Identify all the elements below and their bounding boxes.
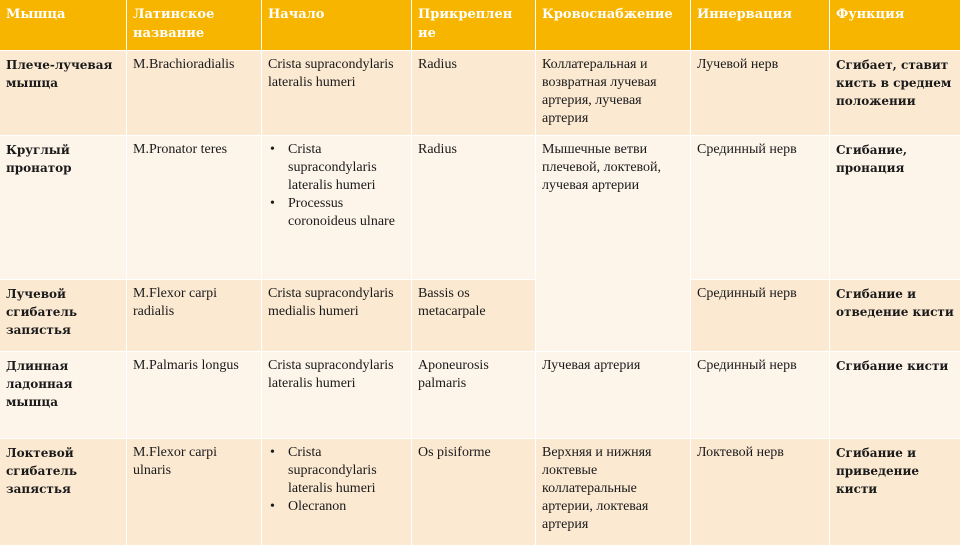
row-1-origin: Crista supracondylaris lateralis humeri <box>262 51 411 135</box>
header-function: Функция <box>830 0 960 50</box>
row-1-function: Сгибает, ставит кисть в среднем положении <box>830 51 960 135</box>
header-innervation: Иннервация <box>691 0 829 50</box>
row-5-innervation: Локтевой нерв <box>691 439 829 545</box>
row-1-blood-supply: Коллатеральная и возвратная лучевая артерия, лучевая артерия <box>536 51 690 135</box>
header-origin: Начало <box>262 0 411 50</box>
row-3-insertion: Bassis os metacarpale <box>412 280 535 351</box>
row-3-origin: Crista supracondylaris medialis humeri <box>262 280 411 351</box>
row-2-innervation: Срединный нерв <box>691 136 829 279</box>
row-3-function: Сгибание и отведение кисти <box>830 280 960 351</box>
list-item: • Olecranon <box>288 498 406 516</box>
row-5-insertion: Os pisiforme <box>412 439 535 545</box>
row-1-muscle: Плече-лучевая мышца <box>0 51 126 135</box>
row-5-origin-list <box>268 444 406 516</box>
row-3-latin: M.Flexor carpi radialis <box>127 280 261 351</box>
row-3-innervation: Срединный нерв <box>691 280 829 351</box>
header-muscle: Мышца <box>0 0 126 50</box>
row-2-muscle: Круглый пронатор <box>0 136 126 279</box>
list-item: • Processus coronoideus ulnare <box>288 195 406 231</box>
row-5-function: Сгибание и приведение кисти <box>830 439 960 545</box>
row-5-origin <box>262 439 411 545</box>
list-item: • Crista supracondylaris lateralis humeri <box>288 444 406 498</box>
row-4-insertion: Aponeurosis palmaris <box>412 352 535 438</box>
row-2-insertion: Radius <box>412 136 535 279</box>
row-1-insertion: Radius <box>412 51 535 135</box>
header-insertion: Прикреплен ие <box>412 0 535 50</box>
row-5-muscle: Локтевой сгибатель запястья <box>0 439 126 545</box>
row-2-blood-supply: Мышечные ветви плечевой, локтевой, лучевая артерии <box>536 136 690 351</box>
row-4-function: Сгибание кисти <box>830 352 960 438</box>
row-5-latin: M.Flexor carpi ulnaris <box>127 439 261 545</box>
row-3-muscle: Лучевой сгибатель запястья <box>0 280 126 351</box>
row-2-origin-list <box>268 141 406 231</box>
row-5-blood-supply: Верхняя и нижняя локтевые коллатеральные артерии, локтевая артерия <box>536 439 690 545</box>
row-2-origin <box>262 136 411 279</box>
header-blood-supply: Кровоснабжение <box>536 0 690 50</box>
row-2-latin: M.Pronator teres <box>127 136 261 279</box>
row-1-innervation: Лучевой нерв <box>691 51 829 135</box>
row-4-blood-supply: Лучевая артерия <box>536 352 690 438</box>
header-latin-name: Латинское название <box>127 0 261 50</box>
row-2-function: Сгибание, пронация <box>830 136 960 279</box>
row-1-latin: M.Brachioradialis <box>127 51 261 135</box>
list-item: • Crista supracondylaris lateralis humeri <box>288 141 406 195</box>
row-4-innervation: Срединный нерв <box>691 352 829 438</box>
row-4-latin: M.Palmaris longus <box>127 352 261 438</box>
row-4-muscle: Длинная ладонная мышца <box>0 352 126 438</box>
row-4-origin: Crista supracondylaris lateralis humeri <box>262 352 411 438</box>
